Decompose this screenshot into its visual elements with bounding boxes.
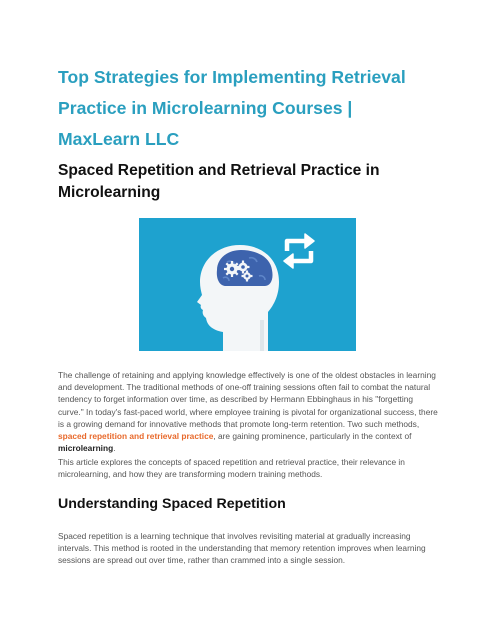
intro-text-part2: , are gaining prominence, particularly in the context of — [213, 431, 412, 442]
intro-text-part1: The challenge of retaining and applying knowledge effectively is one of the oldest obstacles in learning and development. The traditional methods of one-off training sessions often fail to combat the natural tendency to forget information over time, as described by Hermann Ebbinghaus in his "forgetting curve." In today's fast-paced world, where employee training is pivotal for organizational success, there is a growing demand for innovative methods that promote long-term retention. Two such methods, — [58, 370, 438, 429]
third-paragraph: Spaced repetition is a learning technique that involves revisiting material at gradually increasing intervals. This method is rooted in the understanding that memory retention improves when learning sessions are spread out over time, rather than crammed into a single session. — [58, 531, 426, 566]
second-paragraph: This article explores the concepts of spaced repetition and retrieval practice, their relevance in microlearning, and how they are transforming modern training methods. — [58, 457, 405, 480]
section-heading: Spaced Repetition and Retrieval Practice in Microlearning — [58, 162, 380, 201]
intro-text-part3: . — [113, 443, 116, 454]
highlight-link-text: spaced repetition and retrieval practice — [58, 431, 214, 442]
document-title: Top Strategies for Implementing Retrieval Practice in Microlearning Courses | MaxLearn LLC — [58, 67, 406, 149]
subheading: Understanding Spaced Repetition — [58, 496, 286, 512]
hero-illustration — [139, 218, 356, 351]
hero-illustration-svg — [139, 218, 356, 351]
intro-paragraph — [58, 369, 438, 454]
repeat-arrows-icon — [284, 234, 314, 268]
bold-microlearning: microlearning — [58, 443, 114, 454]
